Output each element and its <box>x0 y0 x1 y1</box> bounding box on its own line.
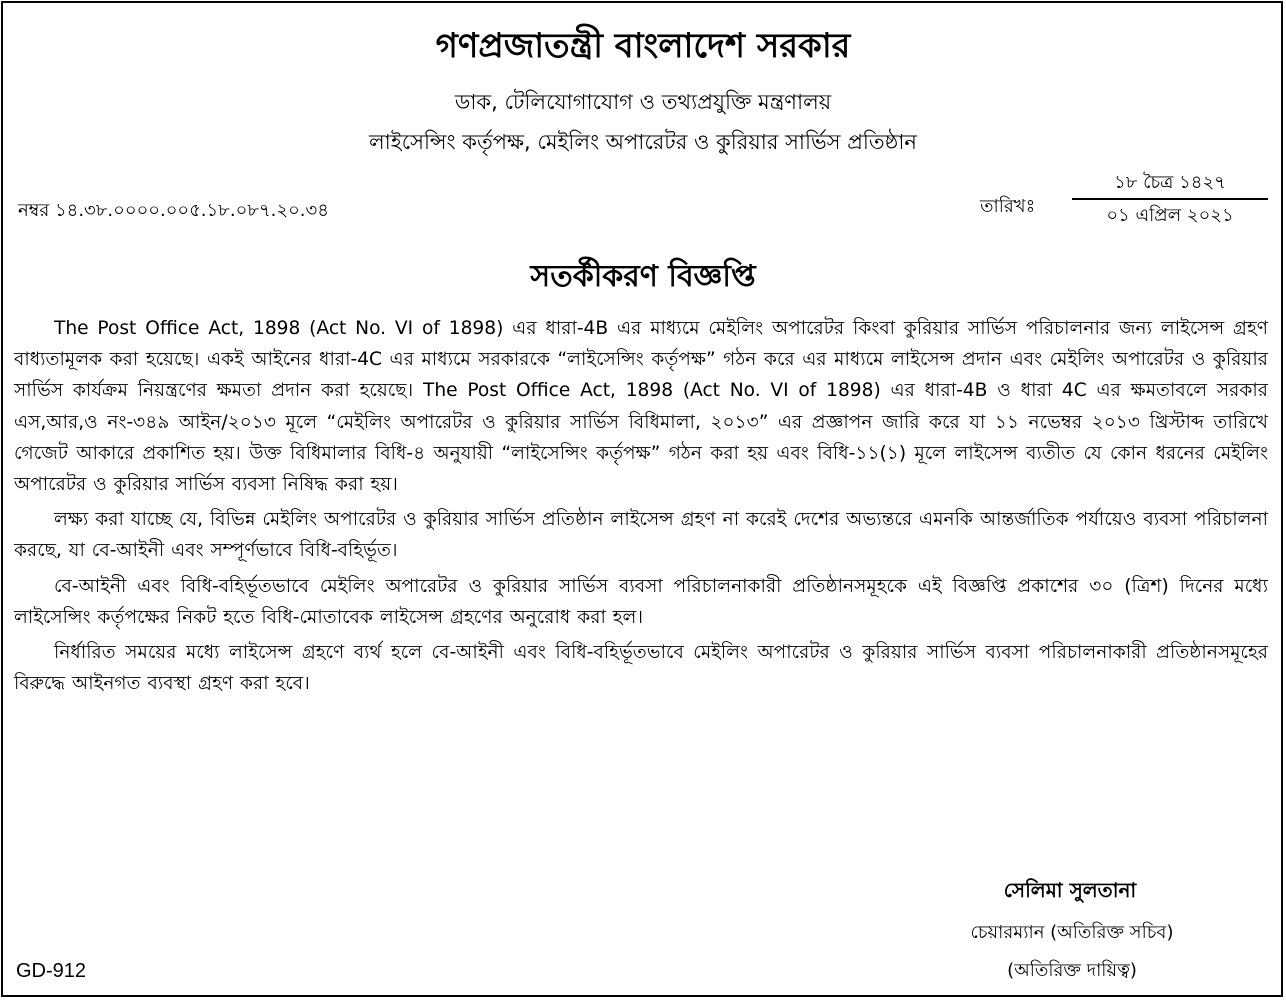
paragraph-request: বে-আইনী এবং বিধি-বহির্ভূতভাবে মেইলিং অপারেটর ও কুরিয়ার সার্ভিস ব্যবসা পরিচালনাকারী প্রতিষ্ঠানসমূহকে এই বিজ্ঞপ্তি প্রকাশের ৩০ (ত্রিশ) দিনের মধ্যে লাইসেন্সিং কর্তৃপক্ষের নিকট হতে বিধি-মোতাবেক লাইসেন্স গ্রহণের অনুরোধ করা হল। <box>14 575 1268 628</box>
paragraph-observation: লক্ষ্য করা যাচ্ছে যে, বিভিন্ন মেইলিং অপারেটর ও কুরিয়ার সার্ভিস প্রতিষ্ঠান লাইসেন্স গ্রহণ না করেই দেশের অভ্যন্তরে এমনকি আন্তর্জাতিক পর্যায়েও ব্যবসা পরিচালনা করছে, যা বে-আইনী এবং সম্পূর্ণভাবে বিধি-বহির্ভূত। <box>14 509 1268 562</box>
paragraph-warning: নির্ধারিত সময়ের মধ্যে লাইসেন্স গ্রহণে ব্যর্থ হলে বে-আইনী এবং বিধি-বহির্ভূতভাবে মেইলিং অপারেটর ও কুরিয়ার সার্ভিস ব্যবসা পরিচালনাকারী প্রতিষ্ঠানসমূহের বিরুদ্ধে আইনগত ব্যবস্থা গ্রহণ করা হবে। <box>14 642 1268 695</box>
memo-number: নম্বর ১৪.৩৮.০০০০.০০৫.১৮.০৮৭.২০.৩৪ <box>18 200 329 221</box>
date-label: তারিখঃ <box>980 196 1036 217</box>
paragraph-legal-basis: The Post Office Act, 1898 (Act No. VI of 1898) এর ধারা-4B এর মাধ্যমে মেইলিং অপারেটর কিংবা কুরিয়ার সার্ভিস পরিচালনার জন্য লাইসেন্স গ্রহণ বাধ্যতামূলক করা হয়েছে। একই আইনের ধারা-4C এর মাধ্যমে সরকারকে “লাইসেন্সিং কর্তৃপক্ষ” গঠন করে এর মাধ্যমে লাইসেন্স প্রদান এবং মেইলিং অপারেটর ও কুরিয়ার সার্ভিস কার্যক্রম নিয়ন্ত্রণের ক্ষমতা প্রদান করা হয়েছে। The Post Office Act, 1898 (Act No. VI of 1898) এর ধারা-4B ও ধারা 4C এর ক্ষমতাবলে সরকার এস,আর,ও নং-৩৪৯ আইন/২০১৩ মূলে “মেইলিং অপারেটর ও কুরিয়ার সার্ভিস বিধিমালা, ২০১৩” এর প্রজ্ঞাপন জারি করে যা ১১ নভেম্বর ২০১৩ খ্রিস্টাব্দ তারিখে গেজেট আকারে প্রকাশিত হয়। উক্ত বিধিমালার বিধি-৪ অনুযায়ী “লাইসেন্সিং কর্তৃপক্ষ” গঠন করা হয় এবং বিধি-১১(১) মূলে লাইসেন্স ব্যতীত যে কোন ধরনের মেইলিং অপারেটর ও কুরিয়ার সার্ভিস ব্যবসা নিষিদ্ধ করা হয়। <box>14 318 1268 496</box>
gd-code: GD-912 <box>16 960 87 982</box>
notice-body <box>14 313 1268 699</box>
notice-title: সতর্কীকরণ বিজ্ঞপ্তি <box>530 259 756 294</box>
signatory-designation: চেয়ারম্যান (অতিরিক্ত সচিব) <box>970 922 1174 943</box>
signatory-name: সেলিমা সুলতানা <box>1003 878 1137 902</box>
government-heading: গণপ্রজাতন্ত্রী বাংলাদেশ সরকার <box>435 26 851 66</box>
date-gregorian: ০১ এপ্রিল ২০২১ <box>1106 205 1234 226</box>
date-block <box>1072 168 1268 230</box>
signatory-charge: (অতিরিক্ত দায়িত্ব) <box>1007 960 1137 981</box>
ministry-name: ডাক, টেলিযোগাযোগ ও তথ্যপ্রযুক্তি মন্ত্রণালয় <box>454 90 832 114</box>
date-bangla: ১৮ চৈত্র ১৪২৭ <box>1072 168 1268 200</box>
authority-name: লাইসেন্সিং কর্তৃপক্ষ, মেইলিং অপারেটর ও কুরিয়ার সার্ভিস প্রতিষ্ঠান <box>369 130 917 154</box>
